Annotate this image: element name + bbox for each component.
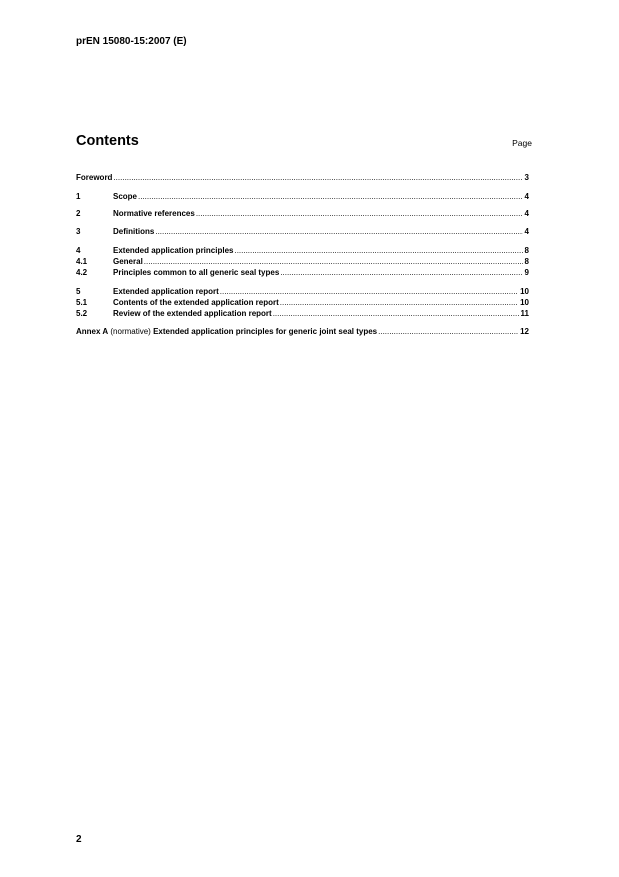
annex-label: Annex A <box>76 327 109 336</box>
annex-title: Extended application principles for generic joint seal types <box>153 327 378 336</box>
toc-entry-title: Principles common to all generic seal types <box>113 268 280 277</box>
toc-entry-page: 11 <box>520 309 529 318</box>
toc-entry-title: Review of the extended application report <box>113 309 272 318</box>
toc-leader-dots <box>138 191 523 203</box>
toc-entry-review-of-report[interactable] <box>76 308 529 320</box>
toc-entry-annex-a[interactable] <box>76 326 529 338</box>
toc-entry-scope[interactable] <box>76 191 529 203</box>
toc-entry-normative-references[interactable] <box>76 208 529 220</box>
toc-entry-number: 1 <box>76 192 81 201</box>
page-number: 2 <box>76 834 82 845</box>
toc-entry-number: 2 <box>76 209 81 218</box>
toc-entry-number: 4.1 <box>76 257 88 266</box>
toc-entry-title: Scope <box>113 192 138 201</box>
toc-entry-page: 8 <box>524 257 529 266</box>
toc-entry-number: 4.2 <box>76 268 88 277</box>
toc-entry-page: 4 <box>524 209 529 218</box>
toc-entry-principles-common[interactable] <box>76 267 529 279</box>
toc-entry-title: Normative references <box>113 209 195 218</box>
contents-title: Contents <box>76 133 139 149</box>
toc-leader-dots <box>280 267 522 279</box>
toc-entry-title <box>76 326 377 338</box>
toc-leader-dots <box>113 172 522 184</box>
toc-entry-title: Contents of the extended application report <box>113 298 279 307</box>
document-id-header: prEN 15080-15:2007 (E) <box>76 36 187 47</box>
toc-entry-number: 5.1 <box>76 298 88 307</box>
toc-leader-dots <box>155 226 522 238</box>
annex-note: (normative) <box>108 327 154 336</box>
toc-entry-number: 3 <box>76 227 81 236</box>
toc-entry-number: 5.2 <box>76 309 88 318</box>
toc-leader-dots <box>273 308 519 320</box>
page-column-label: Page <box>512 138 532 148</box>
toc-entry-definitions[interactable] <box>76 226 529 238</box>
toc-entry-page: 12 <box>520 327 529 336</box>
toc-entry-page: 10 <box>520 287 529 296</box>
toc-leader-dots <box>196 208 523 220</box>
toc-entry-page: 4 <box>524 192 529 201</box>
toc-leader-dots <box>378 326 518 338</box>
toc-entry-page: 3 <box>524 173 529 182</box>
toc-entry-title: Foreword <box>76 173 113 182</box>
toc-entry-title: Extended application report <box>113 287 219 296</box>
toc-entry-page: 9 <box>524 268 529 277</box>
toc-entry-number: 4 <box>76 246 81 255</box>
toc-entry-page: 8 <box>524 246 529 255</box>
toc-entry-title: Definitions <box>113 227 155 236</box>
toc-entry-number: 5 <box>76 287 81 296</box>
toc-entry-page: 4 <box>524 227 529 236</box>
toc-entry-title: Extended application principles <box>113 246 234 255</box>
toc-entry-page: 10 <box>520 298 529 307</box>
toc-entry-title: General <box>113 257 143 266</box>
toc-entry-foreword[interactable] <box>76 172 529 184</box>
